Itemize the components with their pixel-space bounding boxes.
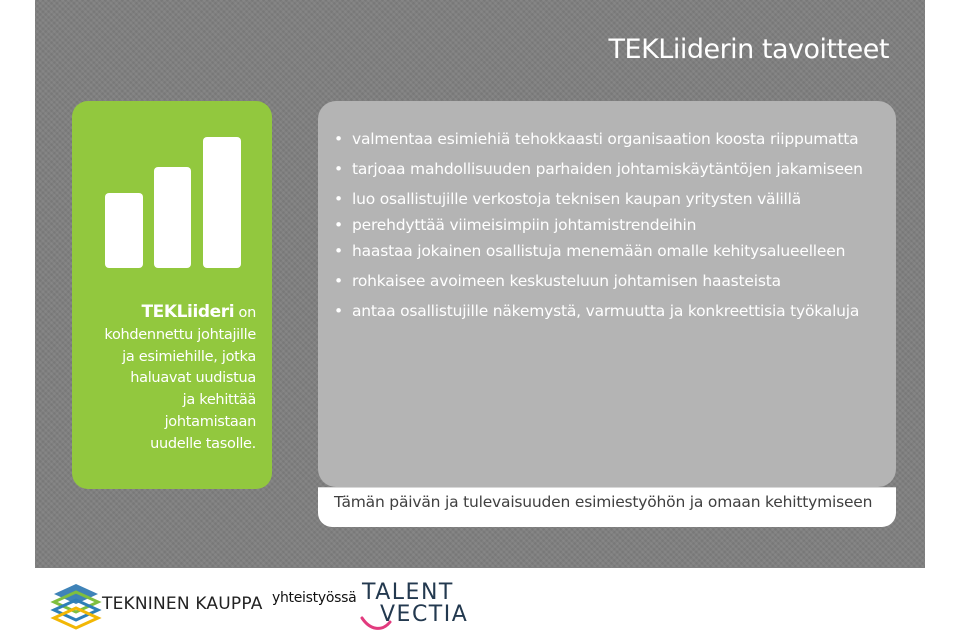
card-text-line: johtamistaan bbox=[164, 413, 256, 430]
bullet-icon: • bbox=[334, 216, 343, 234]
chart-bar-tall bbox=[203, 137, 241, 268]
card-text-line: ja kehittää bbox=[182, 392, 256, 409]
footer-banner bbox=[318, 487, 896, 527]
goal-item bbox=[334, 241, 884, 262]
goal-item bbox=[334, 189, 884, 210]
chart-bar-medium bbox=[154, 167, 191, 268]
vectia-wordmark: VECTIA bbox=[380, 602, 469, 627]
card-text-line: on bbox=[238, 305, 256, 321]
card-description bbox=[76, 302, 256, 456]
talent-vectia-swoosh-icon bbox=[356, 578, 469, 638]
card-text-line: haluavat uudistua bbox=[130, 370, 256, 387]
bullet-icon: • bbox=[334, 190, 343, 208]
tekninen-kauppa-emblem-icon bbox=[50, 580, 102, 630]
goal-text: rohkaisee avoimeen keskusteluun johtamisen haasteista bbox=[352, 272, 781, 290]
goal-text: antaa osallistujille näkemystä, varmuutta ja konkreettisia työkaluja bbox=[352, 302, 860, 320]
teklider-card bbox=[72, 101, 272, 489]
bullet-icon: • bbox=[334, 130, 343, 148]
slide-title: TEKLiiderin tavoitteet bbox=[608, 34, 889, 65]
tekninen-kauppa-logo bbox=[50, 580, 263, 630]
chart-bar-short bbox=[105, 193, 143, 268]
talent-vectia-logo bbox=[356, 578, 469, 638]
goal-text: perehdyttää viimeisimpiin johtamistrendeihin bbox=[352, 216, 697, 234]
talent-wordmark: TALENT bbox=[362, 580, 454, 605]
goal-text: valmentaa esimiehiä tehokkaasti organisaation koosta riippumatta bbox=[352, 130, 859, 148]
tekninen-kauppa-wordmark: TEKNINEN KAUPPA bbox=[102, 594, 263, 614]
footer-text: Tämän päivän ja tulevaisuuden esimiestyöhön ja omaan kehittymiseen bbox=[334, 493, 873, 511]
bullet-icon: • bbox=[334, 160, 343, 178]
goal-item bbox=[334, 129, 884, 150]
goal-item bbox=[334, 271, 884, 292]
bullet-icon: • bbox=[334, 302, 343, 320]
goal-item bbox=[334, 301, 884, 322]
cooperation-label: yhteistyössä bbox=[272, 590, 357, 606]
goal-item bbox=[334, 215, 884, 236]
card-brand-name: TEKLiideri bbox=[141, 302, 235, 322]
card-text-line: ja esimiehille, jotka bbox=[122, 348, 256, 365]
goals-box bbox=[318, 101, 896, 487]
goal-text: luo osallistujille verkostoja teknisen kaupan yritysten välillä bbox=[352, 190, 802, 208]
card-text-line: kohdennettu johtajille bbox=[104, 326, 256, 343]
bullet-icon: • bbox=[334, 242, 343, 260]
card-text-line: uudelle tasolle. bbox=[150, 435, 256, 452]
goal-text: tarjoaa mahdollisuuden parhaiden johtamiskäytäntöjen jakamiseen bbox=[352, 160, 863, 178]
bullet-icon: • bbox=[334, 272, 343, 290]
goals-list bbox=[334, 129, 884, 322]
goal-item bbox=[334, 159, 884, 180]
goal-text: haastaa jokainen osallistuja menemään omalle kehitysalueelleen bbox=[352, 242, 846, 260]
